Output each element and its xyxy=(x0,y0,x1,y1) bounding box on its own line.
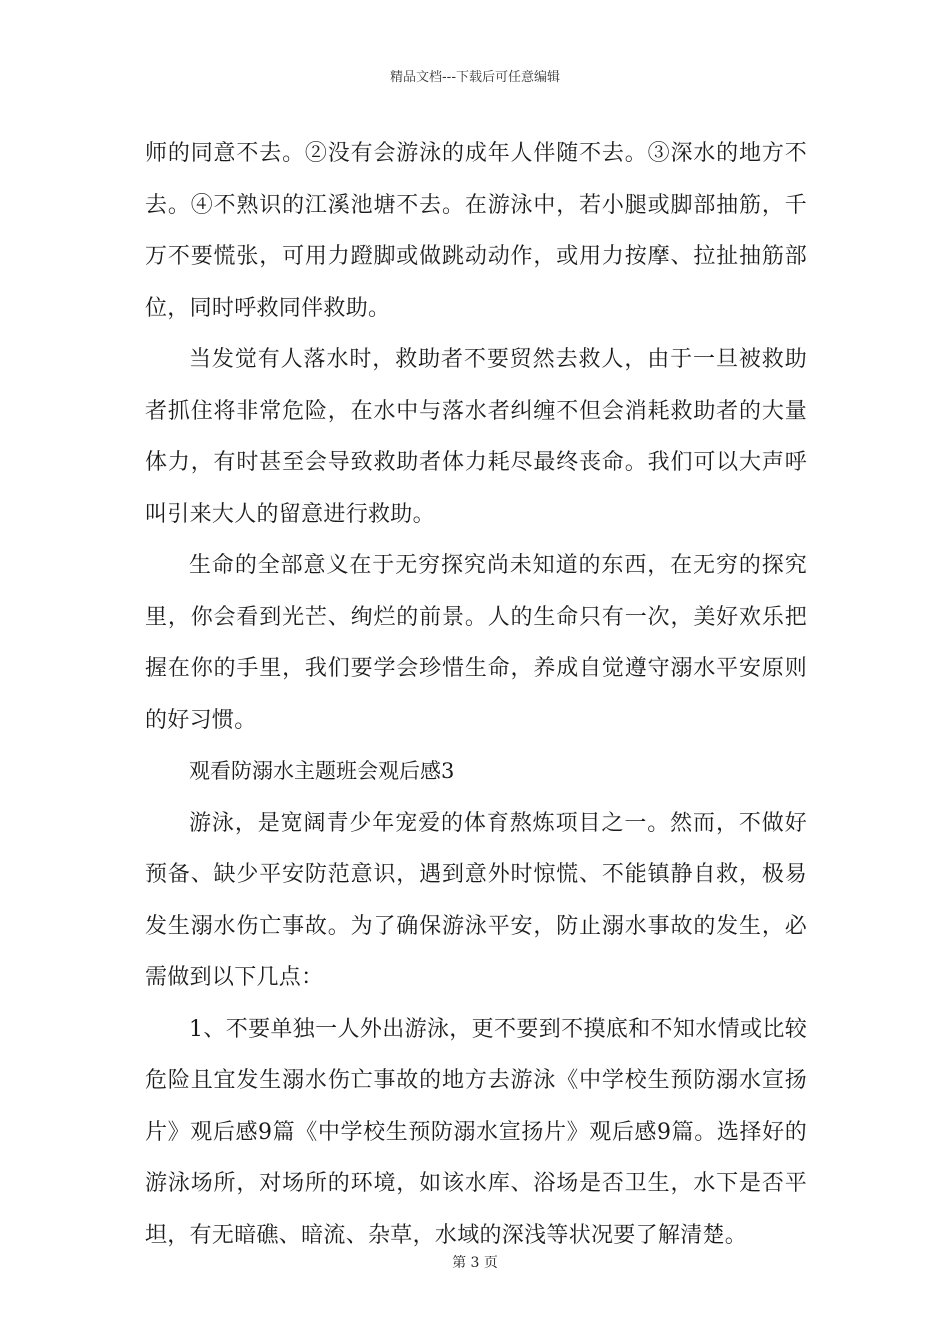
paragraph-point-one: 1、不要单独一人外出游泳，更不要到不摸底和不知水情或比较危险且宜发生溺水伤亡事故的地方去游泳《中学校生预防溺水宣扬片》观后感9篇《中学校生预防溺水宣扬片》观后感9篇。选择好的游泳场所，对场所的环境，如该水库、浴场是否卫生，水下是否平坦，有无暗礁、暗流、杂草，水域的深浅等状况要了解清楚。 xyxy=(145,1016,807,1248)
section-heading: 观看防溺水主题班会观后感3 xyxy=(189,759,455,783)
paragraph-swimming-intro: 游泳，是宽阔青少年宠爱的体育熬炼项目之一。然而，不做好预备、缺少平安防范意识，遇到意外时惊慌、不能镇静自救，极易发生溺水伤亡事故。为了确保游泳平安，防止溺水事故的发生，必需做到以下几点： xyxy=(145,810,807,990)
paragraph-rescue-advice: 当发觉有人落水时，救助者不要贸然去救人，由于一旦被救助者抓住将非常危险，在水中与落水者纠缠不但会消耗救助者的大量体力，有时甚至会导致救助者体力耗尽最终丧命。我们可以大声呼叫引来大人的留意进行救助。 xyxy=(145,347,807,527)
document-body xyxy=(145,128,807,1261)
paragraph-continuation: 师的同意不去。②没有会游泳的成年人伴随不去。③深水的地方不去。④不熟识的江溪池塘不去。在游泳中，若小腿或脚部抽筋，千万不要慌张，可用力蹬脚或做跳动动作，或用力按摩、拉扯抽筋部位，同时呼救同伴救助。 xyxy=(145,141,807,321)
page-number: 第 3 页 xyxy=(452,1255,498,1271)
page-header: 精品文档---下载后可任意编辑 xyxy=(389,70,561,85)
paragraph-meaning-of-life: 生命的全部意义在于无穷探究尚未知道的东西，在无穷的探究里，你会看到光芒、绚烂的前景。人的生命只有一次，美好欢乐把握在你的手里，我们要学会珍惜生命，养成自觉遵守溺水平安原则的好习惯。 xyxy=(145,553,807,733)
